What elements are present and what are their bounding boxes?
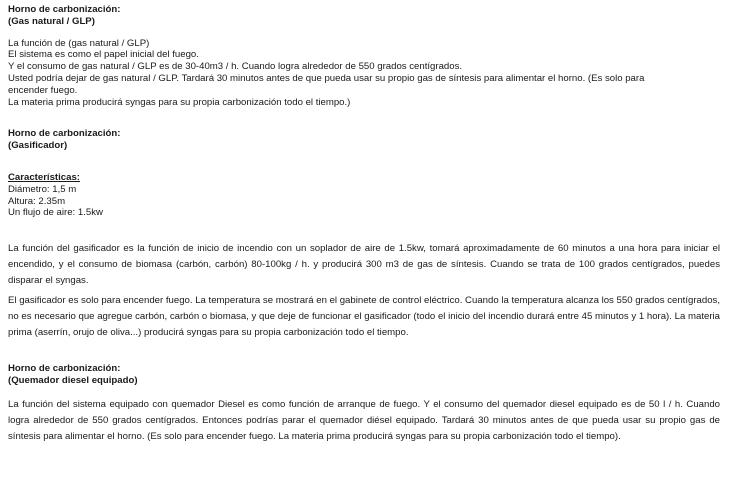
section-title: Horno de carbonización: bbox=[8, 4, 121, 15]
section-gasificador bbox=[8, 128, 720, 341]
paragraph: El gasificador es solo para encender fuego. La temperatura se mostrará en el gabinete de control eléctrico. Cuando la temperatura alcanza los 550 grados centígrados, no es necesario que agregue carbón, carbón o biomasa, y que deje de funcionar el gasificador (todo el inicio del incendio durará entre 45 minutos y 1 hora). La materia prima (aserrín, orujo de oliva...) producirá syngas para su propia carbonización todo el tiempo. bbox=[8, 295, 720, 339]
text-line: encender fuego. bbox=[8, 84, 78, 96]
document-page bbox=[8, 4, 720, 445]
section-quemador-diesel bbox=[8, 363, 720, 445]
section-title: Horno de carbonización: bbox=[8, 363, 121, 375]
section-subtitle: (Gasificador) bbox=[8, 140, 68, 152]
section-subtitle: (Quemador diesel equipado) bbox=[8, 374, 138, 386]
characteristic-item: Altura: 2.35m bbox=[8, 195, 66, 207]
section-gas-natural bbox=[8, 4, 720, 108]
text-line: Y el consumo de gas natural / GLP es de 30-40m3 / h. Cuando logra alrededor de 550 grados centígrados. bbox=[8, 61, 463, 73]
text-line: Usted podría dejar de gas natural / GLP. Tardará 30 minutos antes de que pueda usar su propio gas de síntesis para alimentar el horno. (Es solo para bbox=[8, 72, 645, 84]
text-line: La materia prima producirá syngas para su propia carbonización todo el tiempo.) bbox=[8, 96, 351, 108]
section-title: Horno de carbonización: bbox=[8, 128, 121, 140]
characteristic-item: Diámetro: 1,5 m bbox=[8, 183, 77, 195]
paragraph: La función del gasificador es la función de inicio de incendio con un soplador de aire de 1.5kw, tomará aproximadamente de 60 minutos a una hora para iniciar el encendido, y el consumo de biomasa (carbón, carbón) 80-100kg / h. y producirá 300 m3 de gas de síntesis. Cuando se trata de 100 grados centígrados, puedes disparar el syngas. bbox=[8, 243, 720, 287]
text-line: La función de (gas natural / GLP) bbox=[8, 37, 150, 49]
text-line: El sistema es como el papel inicial del fuego. bbox=[8, 49, 199, 61]
section-subtitle: (Gas natural / GLP) bbox=[8, 15, 95, 27]
characteristic-item: Un flujo de aire: 1.5kw bbox=[8, 207, 103, 219]
characteristics-title: Características: bbox=[8, 171, 80, 183]
paragraph: La función del sistema equipado con quemador Diesel es como función de arranque de fuego. Y el consumo del quemador diesel equipado es de 50 l / h. Cuando logra alrededor de 550 grados centígrados. Entonces podrías parar el quemador diésel equipado. Tardará 30 minutos antes de que pueda usar su propio gas de síntesis para alimentar el horno. (Es solo para encender fuego. La materia prima producirá syngas para su propia carbonización todo el tiempo). bbox=[8, 398, 720, 442]
